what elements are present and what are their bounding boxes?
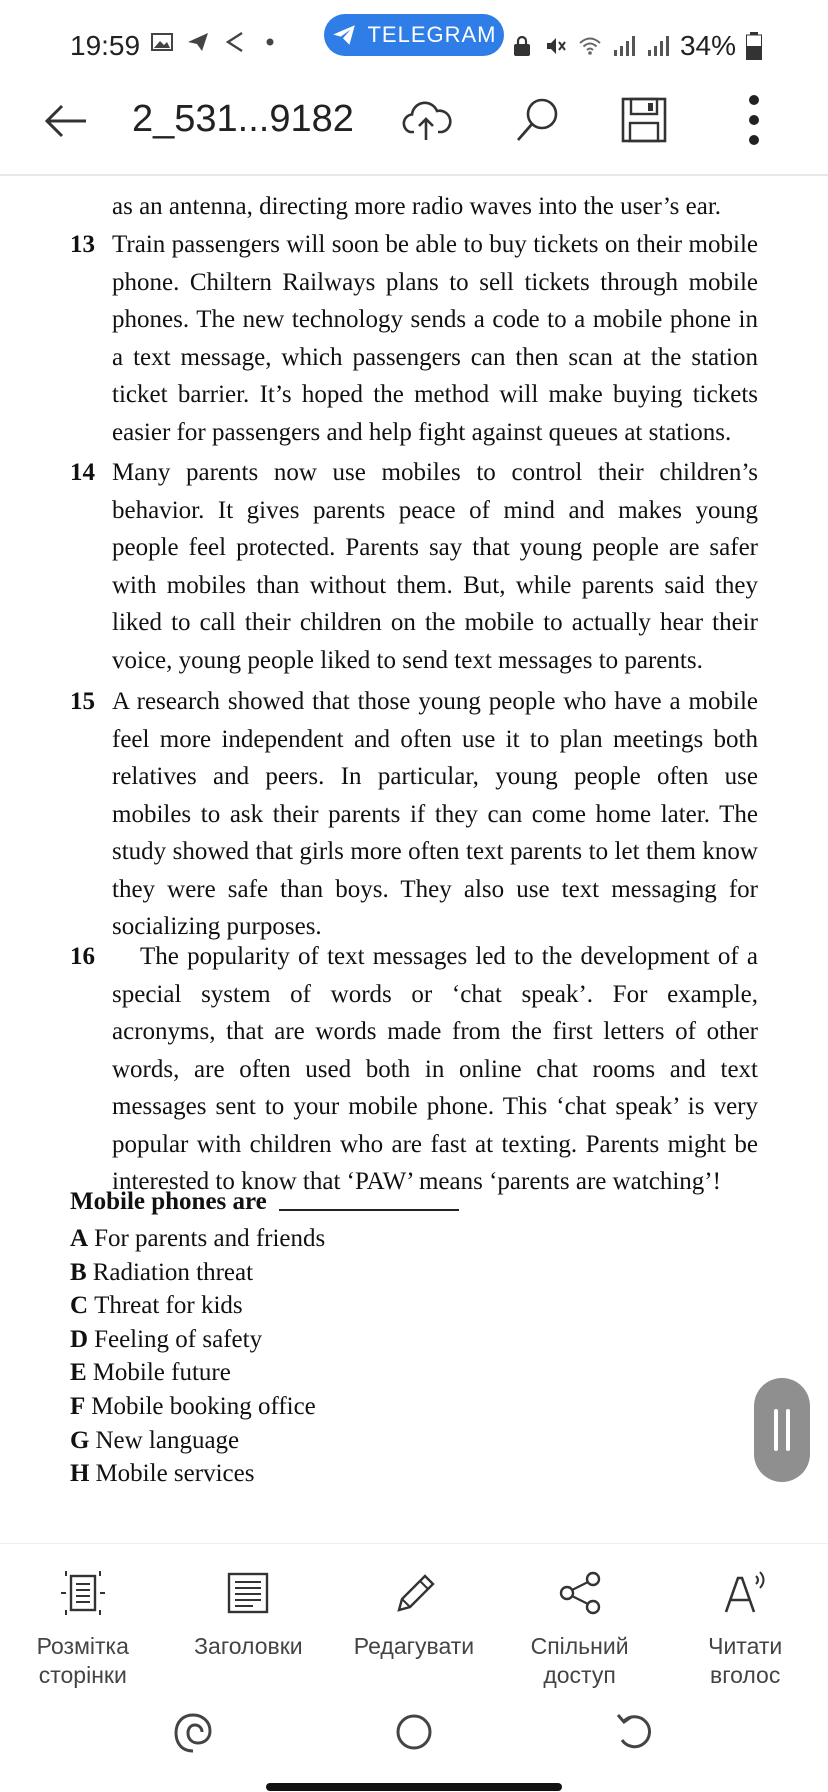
telegram-label: TELEGRAM xyxy=(367,22,497,47)
app-header xyxy=(0,90,828,175)
item-text: Many parents now use mobiles to control their children’s behavior. It gives parents peace of mind and makes young people feel protected. Parents say that young people are safer with mobiles than without them. But, while parents said they liked to call their children on the mobile to actually hear their voice, young people liked to send text messages to parents. xyxy=(112,459,758,674)
share-button[interactable] xyxy=(505,1568,655,1690)
lock-icon xyxy=(510,34,534,58)
options-list xyxy=(70,1222,325,1491)
search-icon[interactable] xyxy=(512,94,564,146)
item-text: Train passengers will soon be able to buy tickets on their mobile phone. Chiltern Railways plans to sell tickets through mobile phones. The new technology sends a code to a mobile phone in a text message, which passengers can then scan at the station ticket barrier. It’s hoped the method will make buying tickets easier for passengers and help fight against queues at stations. xyxy=(112,231,758,446)
item-16 xyxy=(70,938,758,1201)
battery-percent: 34% xyxy=(679,30,736,61)
cloud-upload-icon[interactable] xyxy=(400,94,452,146)
item-13 xyxy=(70,226,758,451)
item-number: 15 xyxy=(70,688,95,715)
option-f: F Mobile booking office xyxy=(70,1392,316,1420)
telegram-icon xyxy=(331,22,357,48)
gallery-icon xyxy=(150,30,174,54)
document-viewer[interactable] xyxy=(0,178,828,1543)
read-aloud-icon xyxy=(720,1568,770,1618)
rotate-icon[interactable] xyxy=(610,1707,660,1757)
signal-icon xyxy=(612,34,636,58)
item-number: 13 xyxy=(70,231,95,258)
headings-label: Заголовки xyxy=(194,1633,303,1659)
system-status xyxy=(510,30,762,62)
telegram-pill[interactable] xyxy=(324,14,504,56)
assistant-icon[interactable] xyxy=(168,1707,218,1757)
answer-blank xyxy=(279,1209,459,1211)
telegram-small-icon xyxy=(186,30,210,54)
edit-label: Редагувати xyxy=(353,1633,475,1659)
document-title: 2_531...9182 xyxy=(132,98,354,140)
option-a: A For parents and friends xyxy=(70,1225,326,1252)
share-icon xyxy=(555,1568,605,1618)
status-time: 19:59 xyxy=(70,30,141,61)
option-c: C Threat for kids xyxy=(70,1292,243,1320)
more-vertical-icon[interactable] xyxy=(728,94,780,146)
page-layout-label-2: сторінки xyxy=(38,1662,127,1688)
read-aloud-button[interactable] xyxy=(670,1568,820,1690)
share-label-2: доступ xyxy=(543,1662,616,1688)
option-b: B Radiation threat xyxy=(70,1258,254,1286)
home-indicator[interactable] xyxy=(266,1783,562,1791)
question-text: Mobile phones are xyxy=(70,1188,267,1215)
read-aloud-label-1: Читати xyxy=(708,1633,783,1659)
status-bar xyxy=(0,0,828,90)
navigation-bar xyxy=(0,1699,828,1792)
signal-arrow-icon xyxy=(222,30,246,54)
item-14 xyxy=(70,454,758,679)
wifi-icon xyxy=(578,34,602,58)
paragraph-fragment: as an antenna, directing more radio waves into the user’s ear. xyxy=(112,193,722,220)
arrow-left-icon[interactable] xyxy=(40,96,90,146)
item-text: The popularity of text messages led to the development of a special system of words or ‘chat speak’. For example, acronyms, that are words made from the first letters of other words, are often used both in online chat rooms and text messages sent to your mobile phone. This ‘chat speak’ is very popular with children who are fast at texting. Parents might be interested to know that ‘PAW’ means ‘parents are watching’! xyxy=(112,943,758,1195)
page-layout-button[interactable] xyxy=(8,1568,158,1690)
item-number: 16 xyxy=(70,943,95,970)
floppy-disk-icon[interactable] xyxy=(618,94,670,146)
scroll-handle[interactable] xyxy=(754,1378,810,1482)
question-prompt xyxy=(70,1188,459,1216)
option-d: D Feeling of safety xyxy=(70,1325,263,1353)
bottom-toolbar xyxy=(0,1543,828,1699)
item-text: A research showed that those young people who have a mobile feel more independent and often use it to plan meetings both relatives and peers. In particular, young people often use mobiles to ask their parents if they can come home later. The study showed that girls more often text parents to let them know they were safe than boys. They also use text messaging for socializing purposes. xyxy=(112,688,758,940)
read-aloud-label-2: вголос xyxy=(709,1662,781,1688)
battery-icon xyxy=(746,32,762,60)
headings-icon xyxy=(223,1568,273,1618)
pencil-icon xyxy=(389,1568,439,1618)
share-label-1: Спільний xyxy=(530,1633,629,1659)
home-icon[interactable] xyxy=(389,1707,439,1757)
option-g: G New language xyxy=(70,1426,240,1454)
edit-button[interactable] xyxy=(339,1568,489,1661)
page-layout-label-1: Розмітка xyxy=(36,1633,129,1659)
header-divider xyxy=(0,174,828,176)
option-h: H Mobile services xyxy=(70,1460,255,1488)
mute-icon xyxy=(544,34,568,58)
item-15 xyxy=(70,683,758,946)
signal-icon-2 xyxy=(646,34,670,58)
dot-icon xyxy=(258,30,282,54)
page-layout-icon xyxy=(58,1568,108,1618)
notification-icons xyxy=(150,30,282,54)
item-number: 14 xyxy=(70,459,95,486)
headings-button[interactable] xyxy=(173,1568,323,1661)
option-e: E Mobile future xyxy=(70,1359,231,1387)
